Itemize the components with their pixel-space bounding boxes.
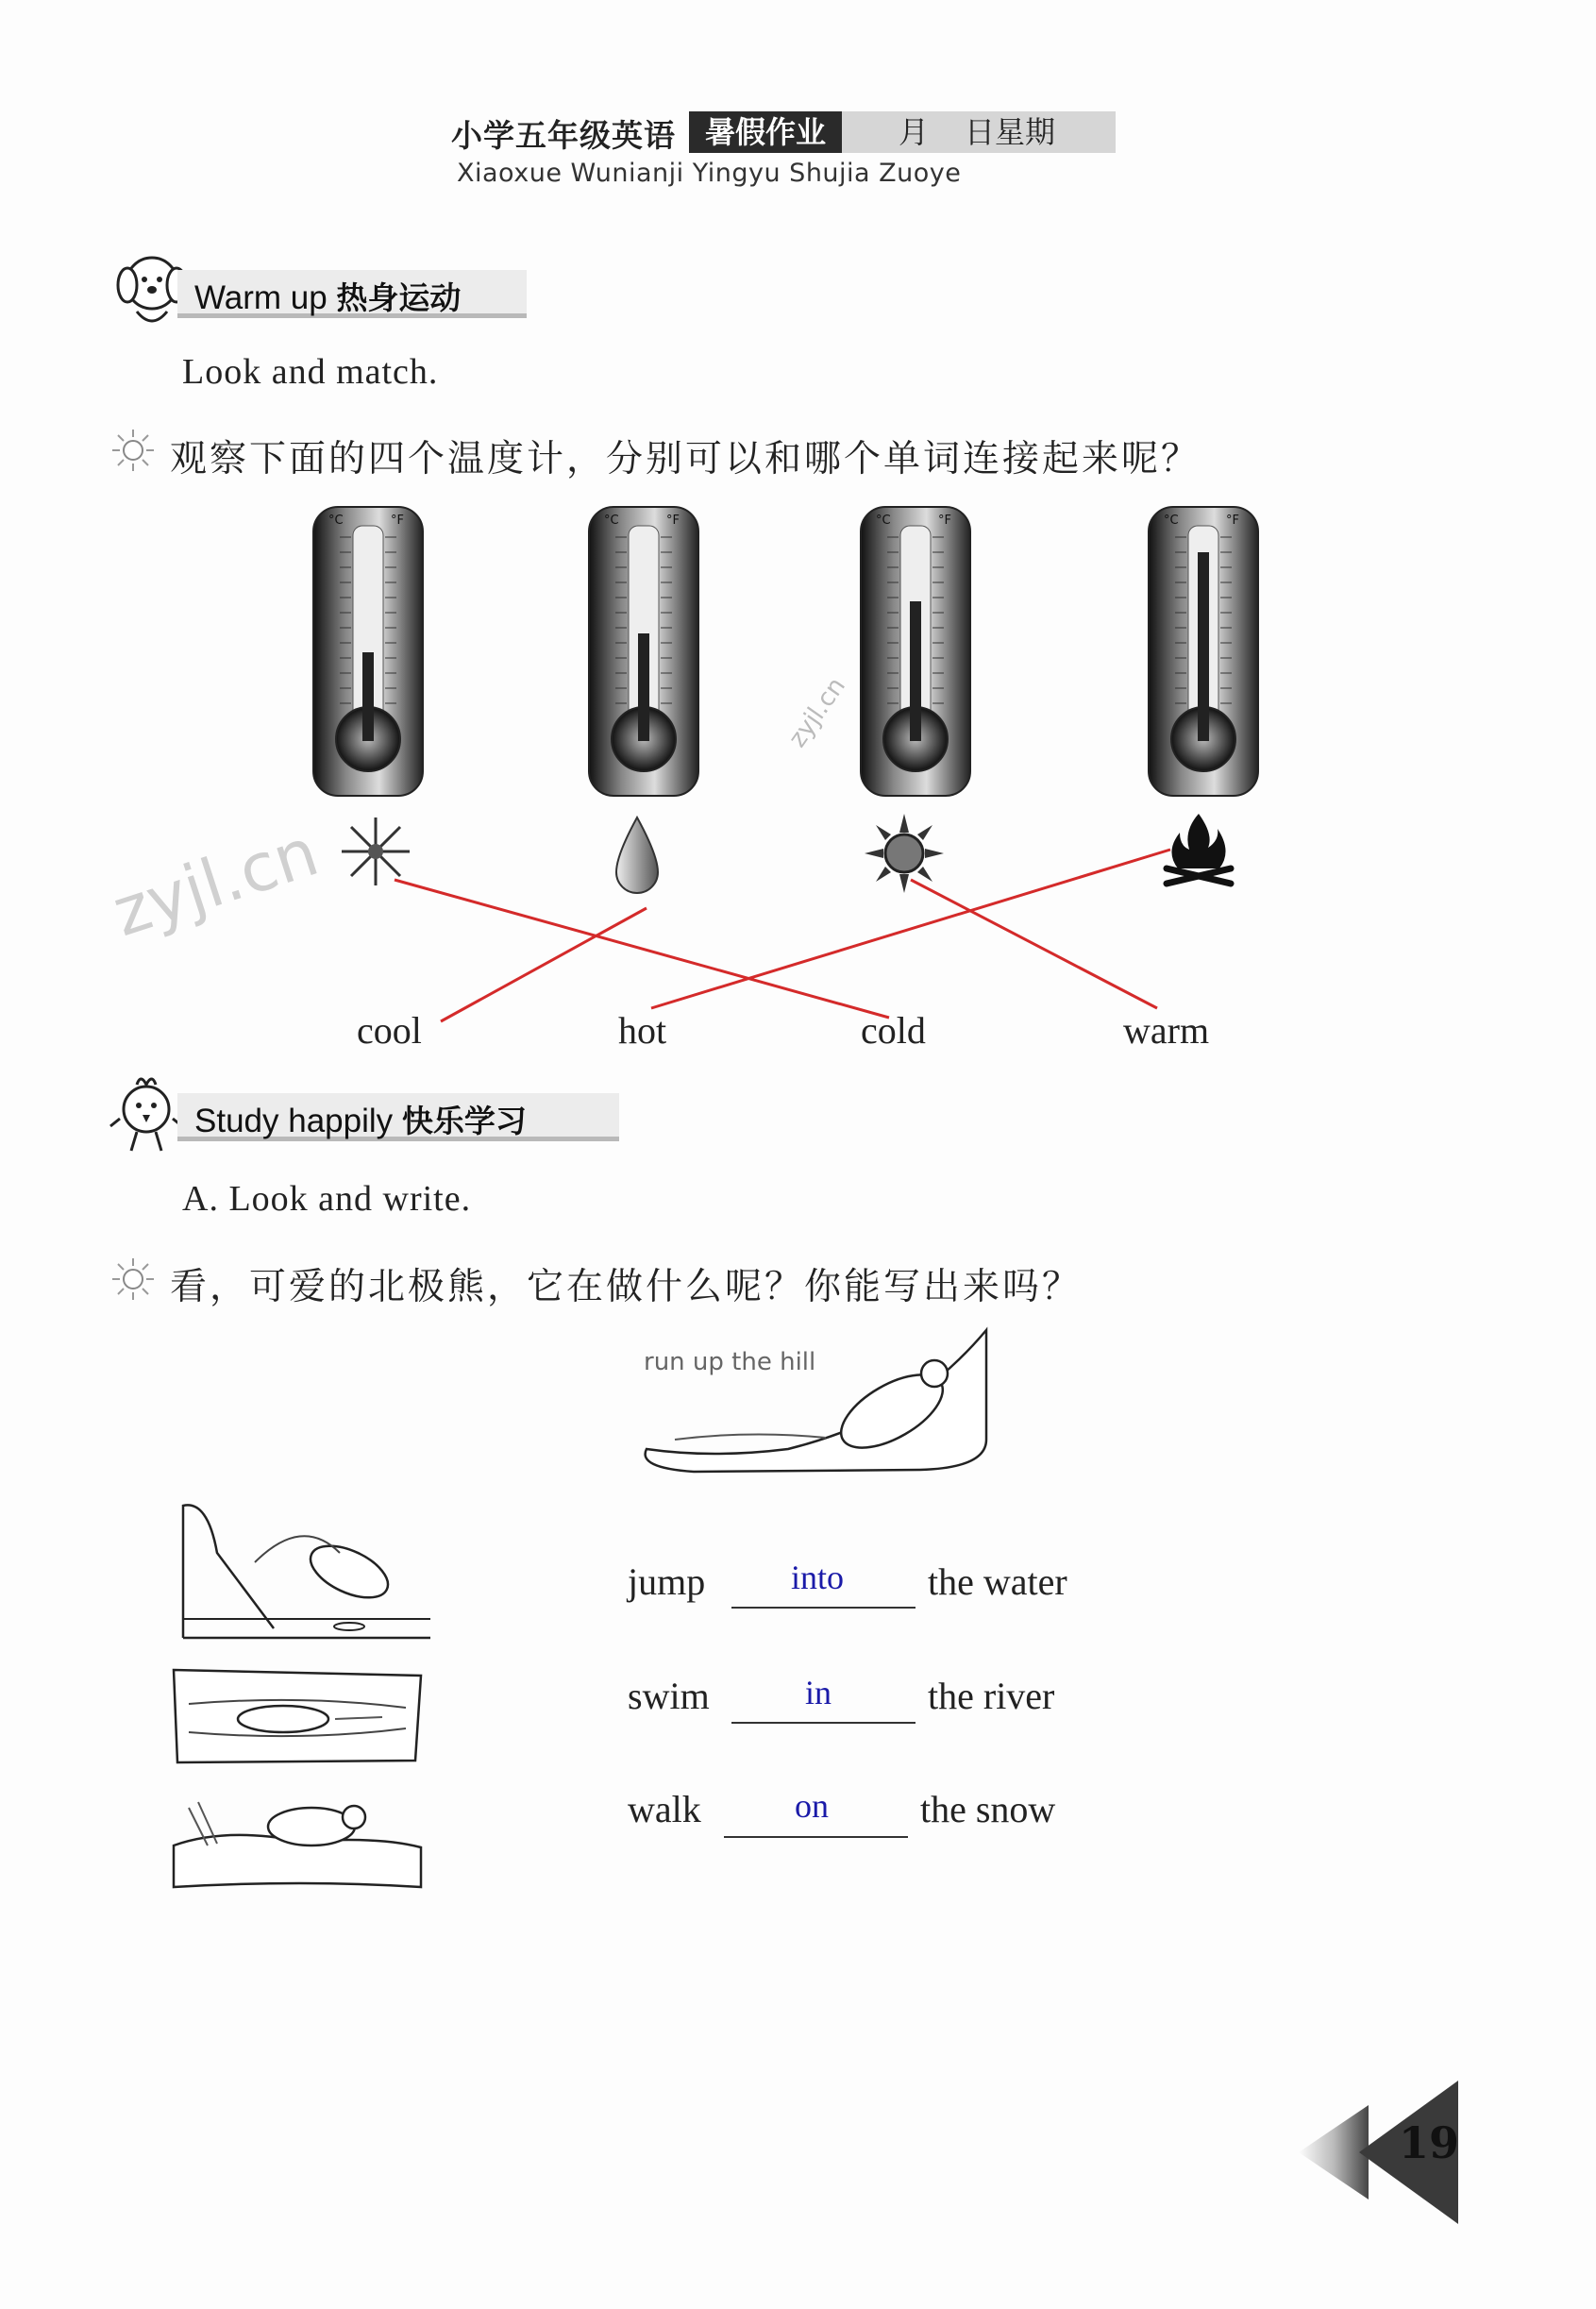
header-pinyin: Xiaoxue Wunianji Yingyu Shujia Zuoye [457, 159, 962, 188]
header-title-box: 暑假作业 [689, 111, 842, 153]
word-hot: hot [618, 1009, 667, 1052]
study-label-en: Study happily [194, 1103, 394, 1139]
match-lines [0, 0, 1596, 1086]
thermometer-unit-label: °C [328, 514, 344, 528]
thermometer-unit-label: °C [604, 514, 619, 528]
answer-blank-3[interactable] [724, 1836, 908, 1838]
thermometer-unit-label: °F [391, 514, 404, 528]
answer-text-3: on [795, 1787, 829, 1825]
answer-text-2: in [805, 1674, 832, 1711]
bear-swim-in-river-illustration [170, 1666, 425, 1770]
watermark-small: zyjl.cn [783, 672, 851, 753]
thermometer-unit-label: °F [1226, 514, 1239, 528]
bear-walk-on-snow-illustration [170, 1789, 425, 1893]
thermometer-unit-label: °F [666, 514, 680, 528]
answer-blank-1[interactable] [731, 1607, 916, 1609]
match-line-fire-hot [651, 850, 1170, 1008]
match-line-snowflake-cold [395, 880, 889, 1018]
sun-bullet-icon [109, 1256, 157, 1303]
row-object-snow: the snow [920, 1788, 1056, 1830]
bear-jump-into-water-illustration [179, 1496, 434, 1647]
row-verb-jump: jump [628, 1560, 706, 1603]
match-line-sun-warm [911, 880, 1157, 1008]
study-happily-section-header [177, 1093, 619, 1141]
answer-text-1: into [791, 1559, 845, 1596]
header-day-week-label: 日星期 [965, 114, 1056, 150]
page-number: 19 [1399, 2117, 1460, 2168]
word-warm: warm [1123, 1009, 1210, 1052]
warm-up-label-cn: 热身运动 [336, 279, 462, 316]
thermometer-unit-label: °C [1164, 514, 1179, 528]
watermark: zyjl.cn [104, 813, 328, 952]
warm-up-label-en: Warm up [194, 279, 328, 316]
example-caption: run up the hill [644, 1348, 816, 1376]
row-verb-walk: walk [628, 1788, 701, 1830]
thermometer-unit-label: °F [938, 514, 951, 528]
chick-mascot-icon [109, 1071, 184, 1156]
row-object-river: the river [928, 1675, 1055, 1717]
match-line-drop-cool [441, 908, 647, 1021]
warm-up-instruction: Look and match. [182, 352, 439, 392]
header-month-label: 月 [899, 114, 930, 150]
study-label-cn: 快乐学习 [401, 1103, 527, 1139]
row-object-water: the water [928, 1560, 1067, 1603]
answer-blank-2[interactable] [731, 1722, 916, 1724]
word-cool: cool [357, 1009, 422, 1052]
thermometer-unit-label: °C [876, 514, 891, 528]
header-title: 小学五年级英语 [451, 117, 676, 154]
study-instruction: A. Look and write. [182, 1179, 472, 1219]
row-verb-swim: swim [628, 1675, 710, 1717]
study-prompt-cn: 看，可爱的北极熊，它在做什么呢？你能写出来吗？ [170, 1266, 1083, 1308]
warm-up-prompt-cn: 观察下面的四个温度计，分别可以和哪个单词连接起来呢？ [170, 438, 1201, 480]
word-cold: cold [861, 1009, 926, 1052]
